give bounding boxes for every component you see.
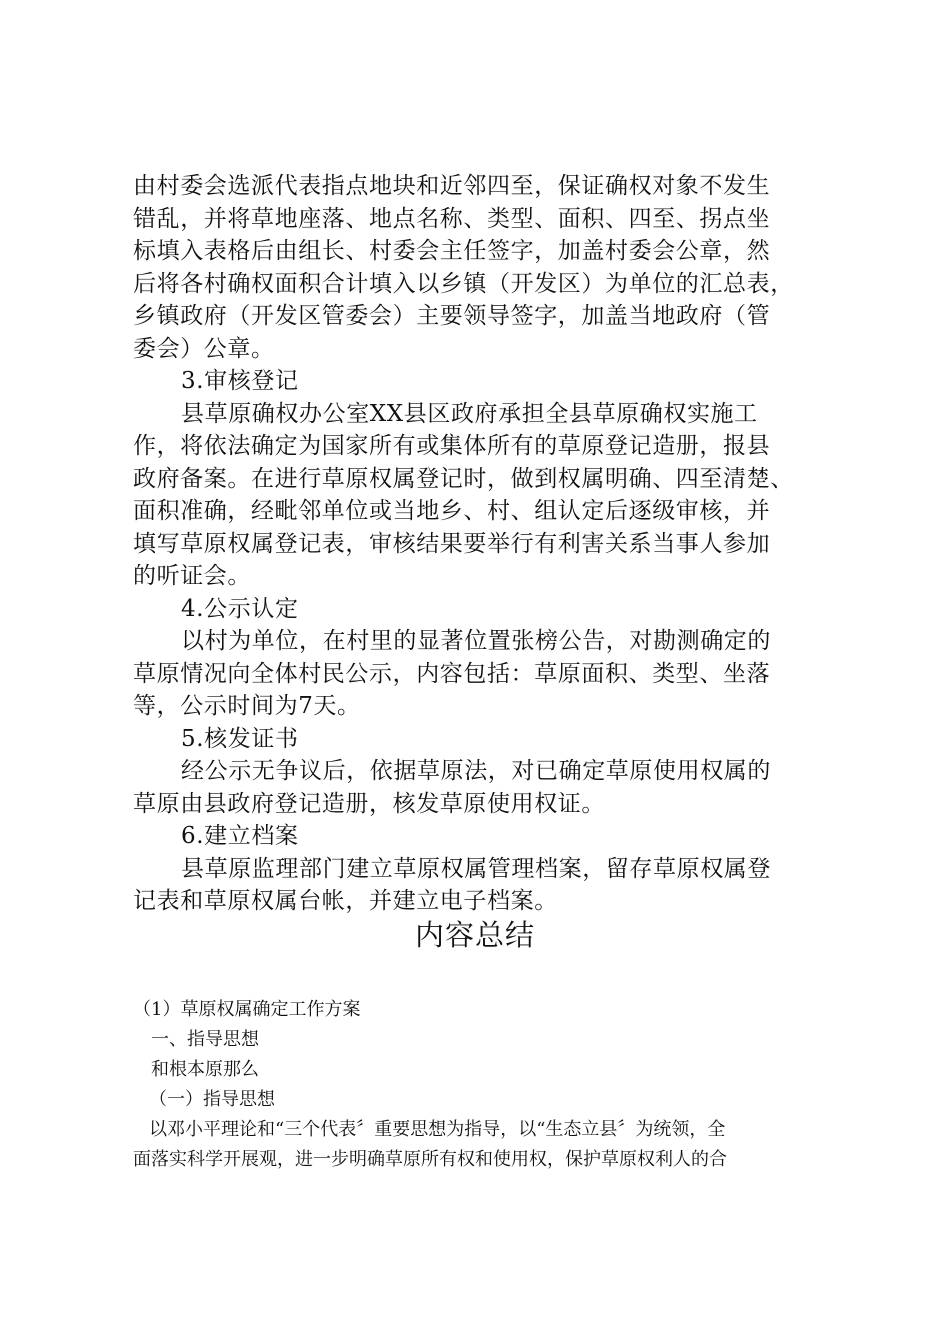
body-line: 县草原确权办公室XX县区政府承担全县草原确权实施工: [181, 400, 758, 427]
summary-line: 一、指导思想: [151, 1029, 259, 1050]
summary-line: 以邓小平理论和“三个代表〞重要思想为指导，以“生态立县〞为统领，全: [149, 1119, 726, 1140]
summary-title: 内容总结: [414, 918, 535, 952]
summary-line: （1）草原权属确定工作方案: [133, 999, 361, 1020]
body-line: 的听证会。: [133, 563, 251, 589]
body-line: 标填入表格后由组长、村委会主任签字，加盖村委会公章，然: [133, 238, 771, 264]
body-line: 县草原监理部门建立草原权属管理档案，留存草原权属登: [181, 855, 771, 882]
body-line: 草原由县政府登记造册，核发草原使用权证。: [133, 790, 605, 817]
body-line: 政府备案。在进行草原权属登记时，做到权属明确、四至清楚、: [133, 465, 794, 492]
summary-line: 和根本原那么: [151, 1059, 259, 1080]
body-line: 面积准确，经毗邻单位或当地乡、村、组认定后逐级审核，并: [133, 498, 771, 524]
body-line: 乡镇政府（开发区管委会）主要领导签字，加盖当地政府（管: [133, 303, 771, 329]
section-heading: 3.审核登记: [181, 368, 299, 394]
body-line: 后将各村确权面积合计填入以乡镇（开发区）为单位的汇总表，: [133, 270, 794, 297]
section-heading: 5.核发证书: [181, 725, 299, 752]
body-line: 以村为单位，在村里的显著位置张榜公告，对勘测确定的: [181, 628, 771, 654]
summary-line: 面落实科学开展观，进一步明确草原所有权和使用权，保护草原权利人的合: [133, 1149, 727, 1170]
summary-section: [133, 995, 833, 1175]
body-text: [133, 170, 833, 918]
body-line: 记表和草原权属台帐，并建立电子档案。: [133, 888, 558, 914]
section-heading: 6.建立档案: [181, 823, 299, 849]
body-line: 错乱，并将草地座落、地点名称、类型、面积、四至、拐点坐: [133, 205, 771, 232]
body-line: 等，公示时间为7天。: [133, 693, 361, 719]
body-line: 作，将依法确定为国家所有或集体所有的草原登记造册，报县: [133, 433, 771, 459]
summary-line: （一）指导思想: [149, 1089, 275, 1110]
body-line: 由村委会选派代表指点地块和近邻四至，保证确权对象不发生: [133, 173, 771, 199]
section-heading: 4.公示认定: [181, 595, 299, 622]
body-line: 草原情况向全体村民公示，内容包括：草原面积、类型、坐落: [133, 660, 771, 687]
body-line: 填写草原权属登记表，审核结果要举行有利害关系当事人参加: [133, 530, 771, 557]
body-line: 经公示无争议后，依据草原法，对已确定草原使用权属的: [181, 758, 771, 784]
body-line: 委会）公章。: [133, 335, 275, 362]
